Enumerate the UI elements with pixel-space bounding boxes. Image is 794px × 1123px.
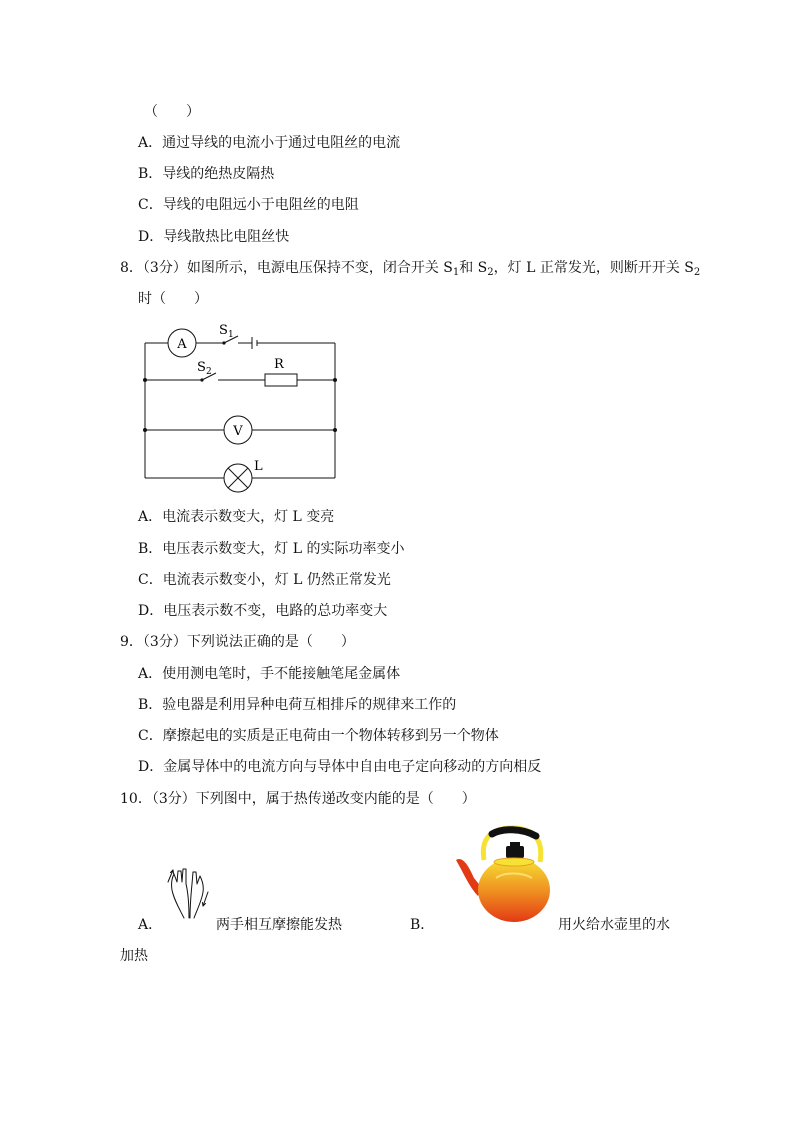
junction-dot: [143, 378, 147, 382]
ammeter-label: A: [177, 337, 187, 352]
q7-option-a[interactable]: A．通过导线的电流小于通过电阻丝的电流: [138, 135, 401, 151]
voltmeter-label: V: [233, 424, 243, 439]
q7-option-c[interactable]: C．导线的电阻远小于电阻丝的电阻: [138, 197, 359, 213]
rubbing-hands-icon: [164, 862, 214, 920]
switch2-subscript: 2: [206, 367, 212, 377]
q8-option-d[interactable]: D．电压表示数不变，电路的总功率变大: [138, 603, 388, 619]
q8-stem-line2: 时（ ）: [138, 291, 208, 307]
q8-option-b[interactable]: B．电压表示数变大，灯 L 的实际功率变小: [138, 541, 405, 557]
q10-option-b-letter[interactable]: B．: [410, 917, 435, 933]
q9-option-b[interactable]: B．验电器是利用异种电荷互相排斥的规律来工作的: [138, 697, 457, 713]
q8-stem: 8．（3分）如图所示，电源电压保持不变，闭合开关 $S_1$和 $S_2$，灯 L 正常发光，则断开开关 $S_2$: [120, 260, 701, 278]
q7-option-b[interactable]: B．导线的绝热皮隔热: [138, 166, 275, 182]
lamp-icon: [224, 464, 252, 492]
lamp-label: L: [254, 459, 263, 474]
switch1-subscript: 1: [228, 330, 234, 340]
q7-option-d[interactable]: D．导线散热比电阻丝快: [138, 229, 290, 245]
q10-option-b-text: 用火给水壶里的水: [558, 917, 670, 933]
q10-option-b-cont: 加热: [120, 948, 148, 964]
switch2-label: S: [197, 360, 206, 375]
resistor-label: R: [274, 357, 284, 372]
switch1-label: S: [219, 323, 228, 338]
q8-option-a[interactable]: A．电流表示数变大，灯 L 变亮: [138, 509, 335, 525]
junction-dot: [333, 378, 337, 382]
q8-option-c[interactable]: C．电流表示数变小，灯 L 仍然正常发光: [138, 572, 391, 588]
junction-dot: [143, 428, 147, 432]
junction-dot: [333, 428, 337, 432]
s2-contact-dot: [200, 378, 203, 381]
q9-option-d[interactable]: D．金属导体中的电流方向与导体中自由电子定向移动的方向相反: [138, 759, 542, 775]
q9-stem: 9．（3分）下列说法正确的是（ ）: [120, 634, 355, 650]
q9-option-a[interactable]: A．使用测电笔时，手不能接触笔尾金属体: [138, 666, 401, 682]
kettle-icon: [452, 822, 556, 926]
s1-contact-dot: [222, 341, 225, 344]
q10-option-a-text: 两手相互摩擦能发热: [216, 917, 342, 933]
q10-option-a-letter[interactable]: A．: [138, 917, 163, 933]
circuit-diagram: [140, 318, 345, 498]
q9-option-c[interactable]: C．摩擦起电的实质是正电荷由一个物体转移到另一个物体: [138, 728, 499, 744]
q10-stem: 10．（3分）下列图中，属于热传递改变内能的是（ ）: [120, 791, 476, 807]
q7-stem-tail: （ ）: [144, 104, 200, 120]
